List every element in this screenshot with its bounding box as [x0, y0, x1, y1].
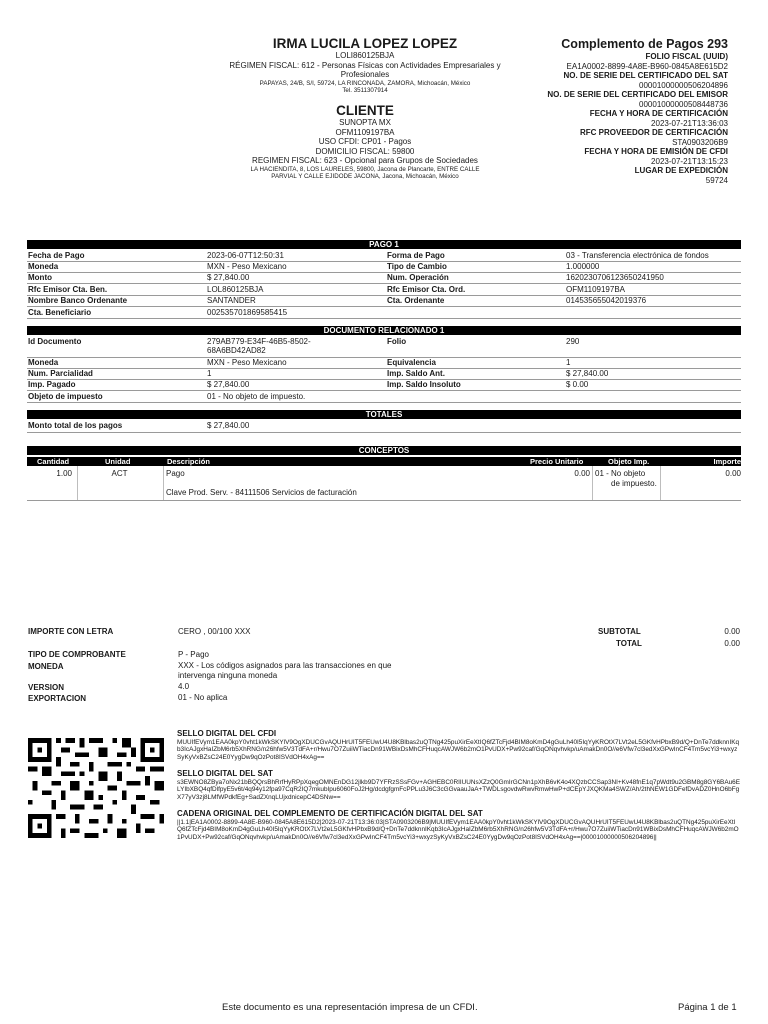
- doc-field-label: Imp. Pagado: [28, 380, 76, 389]
- pago-field-label: Rfc Emisor Cta. Ben.: [28, 285, 108, 294]
- doc-field-value: $ 27,840.00: [566, 369, 609, 378]
- totales-value: $ 27,840.00: [207, 421, 250, 430]
- totales-heading: TOTALES: [27, 410, 741, 419]
- sello-cfdi-label: SELLO DIGITAL DEL CFDI: [177, 729, 277, 738]
- doc-field-value: 1: [207, 369, 212, 378]
- pago-field-label: Nombre Banco Ordenante: [28, 296, 128, 305]
- documento-heading: DOCUMENTO RELACIONADO 1: [27, 326, 741, 335]
- cliente-address: LA HACIENDITA, 8, LOS LAURELES, 59800, Jacona de Plancarte, ENTRE CALLE: [250, 165, 480, 173]
- pago-field-value: 014535655042019376: [566, 296, 647, 305]
- totales-row: [27, 421, 741, 433]
- cell-cantidad: 1.00: [56, 469, 72, 478]
- cell-unidad: ACT: [111, 469, 128, 478]
- emisor-tel: Tel. 3511307914: [342, 86, 388, 94]
- cell-precio: 0.00: [574, 469, 590, 478]
- doc-field-label: Imp. Saldo Insoluto: [387, 380, 461, 389]
- tipo-label: TIPO DE COMPROBANTE: [28, 650, 126, 659]
- cliente-domicilio: DOMICILIO FISCAL: 59800: [315, 146, 415, 156]
- emisor-regimen: RÉGIMEN FISCAL: 612 - Personas Físicas con Actividades Empresariales y: [229, 60, 501, 70]
- emisor-regimen-cont: Profesionales: [340, 70, 390, 79]
- pago-row: [27, 262, 741, 273]
- cell-importe: 0.00: [725, 469, 741, 478]
- cliente-regimen: REGIMEN FISCAL: 623 - Opcional para Grupos de Sociedades: [252, 156, 478, 165]
- column-header: Objeto Imp.: [608, 457, 650, 466]
- cliente-name: SUNOPTA MX: [339, 118, 391, 127]
- cliente-uso-cfdi: USO CFDI: CP01 - Pagos: [318, 137, 412, 146]
- pago-row: [27, 273, 741, 284]
- cell-objeto-cont: de impuesto.: [611, 479, 657, 488]
- column-header: Precio Unitario: [530, 457, 584, 466]
- importe-letra-label: IMPORTE CON LETRA: [28, 627, 114, 636]
- tipo-value: P - Pago: [178, 650, 209, 659]
- column-header: Unidad: [105, 457, 131, 466]
- doc-field-value: MXN - Peso Mexicano: [207, 358, 287, 367]
- pago-row: [27, 296, 741, 307]
- rfc-prov-value: STA0903206B9: [672, 137, 728, 147]
- lugar-label: LUGAR DE EXPEDICIÓN: [634, 166, 728, 175]
- pago-field-value: 03 - Transferencia electrónica de fondos: [566, 251, 709, 260]
- pago-field-value: SANTANDER: [207, 296, 256, 305]
- doc-field-value: 01 - No objeto de impuesto.: [207, 392, 306, 401]
- sello-sat-value: s3EWNO8ZBya7oNx21bBQQrsBhRrfHyRPpXqegOMNEnDG12jlkb9D7YFRzSSsFGv+AGHEBC0RIIUUNsXZzQ0GmIrGCNn1pXhB6vK4o4XQzbCCSap3NI+Kv48fnE1q7pWdt9u2GBM8g8GY6BAu6ELYIbXBQ4qfDlfpyE5v6t/4q94y12fpa97CqR2IQ7mkubIpu6060FoJ2Hg/dcdgfgmFcPPLu3J6C3cGGvaauJaA+TWDLsgovdwRwvRmwHwP+dCEpYJXQKMa4SWZ/Ah/2thNEW1GDFefDvADZ0HnO6bFgX77yV3zj8LMfWPdkfEg+SadZXnqLUjxdnicepC4DSNw==: [177, 779, 740, 801]
- pago-field-value: 002535701869585415: [207, 308, 288, 317]
- exportacion-value: 01 - No aplica: [178, 693, 228, 702]
- fecha-emision-label: FECHA Y HORA DE EMISIÓN DE CFDI: [584, 147, 728, 156]
- folio-value: EA1A0002-8899-4A8E-B960-0845A8E615D2: [566, 61, 728, 71]
- pago-field-value: MXN - Peso Mexicano: [207, 262, 287, 271]
- pago-row: [27, 308, 741, 319]
- serie-sat-label: NO. DE SERIE DEL CERTIFICADO DEL SAT: [563, 71, 728, 80]
- doc-field-value-cont: 68A6BD42AD82: [207, 346, 266, 355]
- emisor-address: PAPAYAS, 24/B, S/I, 59724, LA RINCONADA, ZAMORA, Michoacán, México: [259, 79, 471, 87]
- cliente-rfc: OFM1109197BA: [335, 127, 395, 137]
- doc-field-label: Equivalencia: [387, 358, 436, 367]
- comprobante-title: Complemento de Pagos 293: [561, 37, 728, 51]
- cell-descripcion: Pago: [166, 469, 185, 478]
- cliente-address-cont: PARVIAL Y CALLE EJIDODE JACONA, Jacona, Michoacán, México: [271, 172, 459, 180]
- fecha-cert-value: 2023-07-21T13:36:03: [651, 118, 728, 128]
- doc-field-label: Id Documento: [28, 337, 82, 346]
- pago-field-label: Tipo de Cambio: [387, 262, 447, 271]
- sello-cfdi-value: MUUIfEVym1EAA0kpY0vht1kWkSKYlV9OgXDUCGvAQUHrUIT5FEUwU4U8KBlbas2uQTNg425puXirEeXtIQ6fZTcFjd4BIM8oKmD4gGuLh40I5IqYyKROtX7LVt2eL5GKfvHPbxB9d/Q+DnTe7ddknnIKqb3IcAJgxHaIZbM6rb5XhRNG/n26hfw5V3TdFA+r/Hwu7O7ZuiiWTiacDn91WBixDsMhCFHuqcAWJW6b2mO1PvUDX+Pw92caf/GqONqvhvkp/uAmakDn0O//e6Vfw7cl3edXxGPwInCF4Tm5vcYi3+wxyzSyKyVxBZsC24E0YygDw9qOzPot8ISVdOH4xAg==: [177, 739, 740, 761]
- doc-field-value: 279AB779-E34F-46B5-8502-: [207, 337, 311, 346]
- pago-field-label: Cta. Beneficiario: [28, 308, 92, 317]
- doc-field-value: 290: [566, 337, 580, 346]
- lugar-value: 59724: [705, 175, 728, 185]
- cell-objeto: 01 - No objeto: [595, 469, 646, 478]
- doc-field-value: $ 27,840.00: [207, 380, 250, 389]
- subtotal-label: SUBTOTAL: [598, 627, 641, 636]
- doc-field-value: 1: [566, 358, 571, 367]
- folio-label: FOLIO FISCAL (UUID): [645, 52, 728, 61]
- doc-field-value: $ 0.00: [566, 380, 589, 389]
- pago-field-value: 1.000000: [566, 262, 600, 271]
- documento-row: [27, 380, 741, 391]
- moneda-value: XXX - Los códigos asignados para las transacciones en que: [178, 661, 392, 670]
- fecha-cert-label: FECHA Y HORA DE CERTIFICACIÓN: [589, 109, 728, 118]
- moneda-label: MONEDA: [28, 662, 64, 671]
- cell-clave: Clave Prod. Serv. - 84111506 Servicios de facturación: [166, 488, 357, 497]
- emisor-name: IRMA LUCILA LOPEZ LOPEZ: [272, 36, 458, 51]
- pago-field-label: Rfc Emisor Cta. Ord.: [387, 285, 466, 294]
- cadena-original-value: ||1.1|EA1A0002-8899-4A8E-B960-0845A8E615D2|2023-07-21T13:36:03|STA0903206B9|MUUIfEVym1EAA0kpY0vht1kWkSKYlV9OgXDUCGvAQUHrUIT5FEUwU4U8KBlbas2uQTNg425puXirEeXtIQ6fZTcFjd4BIM8oKmD4gGuLh40I5IqYyKROtX7LVt2eL5GKfvHPbxB9d/Q+DnTe7ddknnIKqb3IcAJgxHaIZbM6rb5XhRNG/n26hfw5V3TdFA+r/Hwu7O7ZuiiWTiacDn91WBixDsMhCFHuqcAWJW6b2mO1PvUDX+Pw92caf/GqONqvhvkp/uAmakDn0O//e6Vfw7cl3edXxGPwInCF4Tm5vcYi3+wxyzSyKyVxBZsC24E0YygDw9qOzPot8ISVdOH4xAg==|00001000000506204896||: [177, 819, 739, 841]
- column-header: Importe: [713, 457, 741, 466]
- page-number: Página 1 de 1: [678, 1002, 737, 1013]
- pago-row: [27, 285, 741, 296]
- pago-field-label: Num. Operación: [387, 273, 449, 282]
- pago-field-value: 2023-06-07T12:50:31: [207, 251, 284, 260]
- doc-field-label: Moneda: [28, 358, 59, 367]
- serie-emisor-label: NO. DE SERIE DEL CERTIFICADO DEL EMISOR: [547, 90, 728, 99]
- doc-field-label: Folio: [387, 337, 407, 346]
- pago-field-label: Cta. Ordenante: [387, 296, 445, 305]
- emisor-rfc: LOLI860125BJA: [335, 51, 395, 60]
- pago-field-label: Fecha de Pago: [28, 251, 85, 260]
- fecha-emision-value: 2023-07-21T13:15:23: [651, 156, 728, 166]
- documento-row: [27, 392, 741, 403]
- cadena-original-label: CADENA ORIGINAL DEL COMPLEMENTO DE CERTIFICACIÓN DIGITAL DEL SAT: [177, 809, 483, 818]
- conceptos-heading: CONCEPTOS: [27, 446, 741, 455]
- pago-row: [27, 251, 741, 262]
- footer-note: Este documento es una representación impresa de un CFDI.: [222, 1002, 478, 1013]
- moneda-value-cont: intervenga ninguna moneda: [178, 671, 278, 680]
- doc-field-label: Num. Parcialidad: [28, 369, 93, 378]
- sello-sat-label: SELLO DIGITAL DEL SAT: [177, 769, 273, 778]
- documento-row: [27, 337, 741, 358]
- total-label: TOTAL: [616, 639, 642, 648]
- documento-row: [27, 369, 741, 380]
- importe-letra-value: CERO , 00/100 XXX: [178, 627, 251, 636]
- conceptos-header-row: [27, 457, 741, 466]
- pago-field-label: Forma de Pago: [387, 251, 445, 260]
- total-value: 0.00: [724, 639, 740, 648]
- qr-code: [28, 738, 164, 838]
- rfc-prov-label: RFC PROVEEDOR DE CERTIFICACIÓN: [579, 128, 728, 137]
- doc-field-label: Objeto de impuesto: [28, 392, 103, 401]
- column-header: Descripción: [167, 457, 210, 466]
- pago-field-value: $ 27,840.00: [207, 273, 250, 282]
- pago-field-label: Monto: [28, 273, 52, 282]
- subtotal-value: 0.00: [724, 627, 740, 636]
- pago-field-label: Moneda: [28, 262, 59, 271]
- table-row: [27, 469, 741, 503]
- pago-heading: PAGO 1: [27, 240, 741, 249]
- version-label: VERSION: [28, 683, 65, 692]
- version-value: 4.0: [178, 682, 190, 691]
- pago-field-value: LOL860125BJA: [207, 285, 264, 294]
- column-header: Cantidad: [37, 457, 70, 466]
- exportacion-label: EXPORTACION: [28, 694, 87, 703]
- serie-emisor-value: 00001000000508448736: [639, 99, 728, 109]
- cliente-heading: CLIENTE: [336, 103, 394, 118]
- pago-field-value: 1620230706123650241950: [566, 273, 664, 282]
- pago-field-value: OFM1109197BA: [566, 285, 625, 294]
- doc-field-label: Imp. Saldo Ant.: [387, 369, 445, 378]
- documento-row: [27, 358, 741, 369]
- serie-sat-value: 00001000000506204896: [639, 80, 728, 90]
- totales-label: Monto total de los pagos: [28, 421, 123, 430]
